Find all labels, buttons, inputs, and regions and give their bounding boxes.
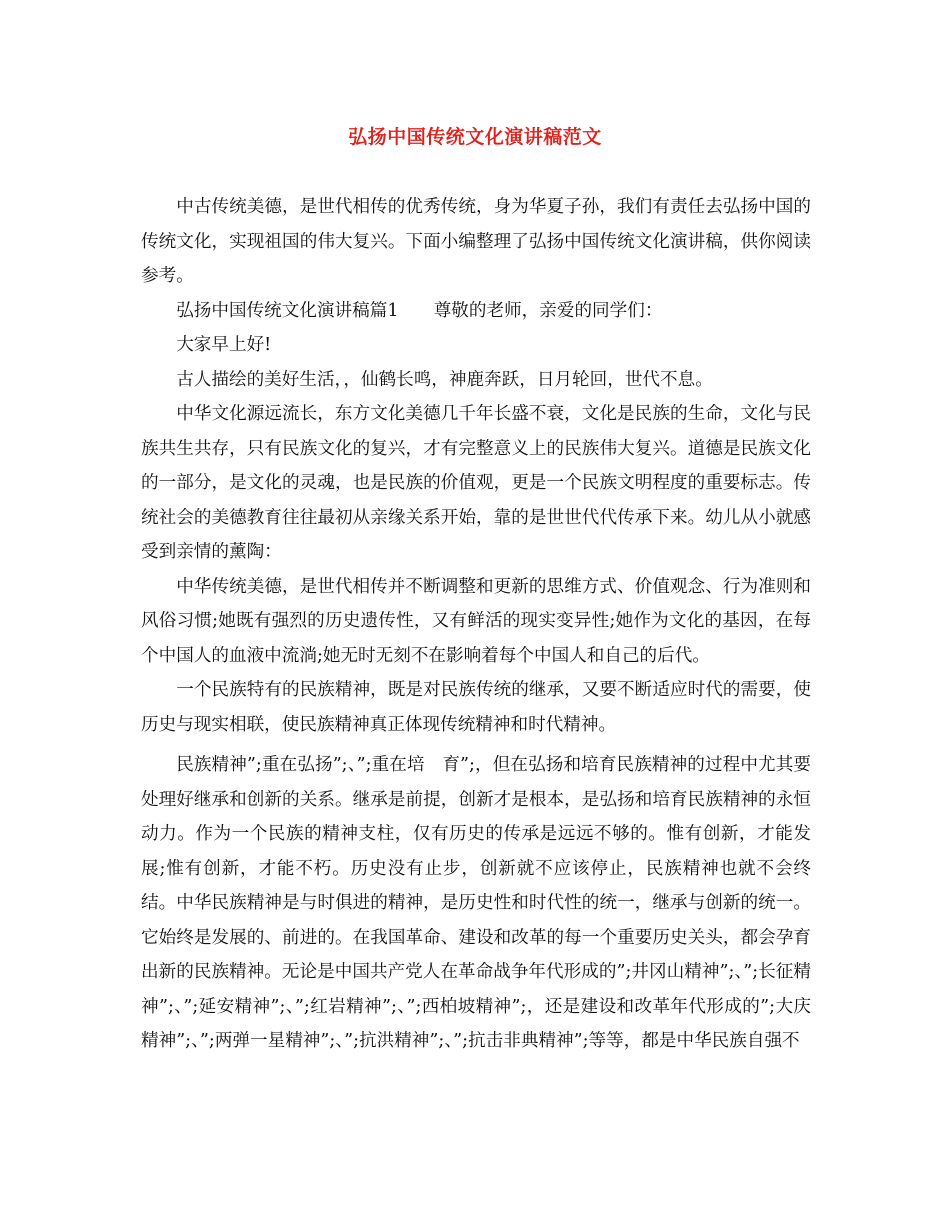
paragraph-ancient-life: 古人描绘的美好生活，，仙鹤长鸣，神鹿奔跃，日月轮回，世代不息。: [176, 369, 713, 390]
paragraph-greeting: 大家早上好!: [176, 335, 272, 355]
document-title: 弘扬中国传统文化演讲稿范文: [348, 126, 602, 148]
document-body: [141, 190, 811, 1059]
paragraph-intro: 中古传统美德，是世代相传的优秀传统，身为华夏子孙，我们有责任去弘扬中国的传统文化，实现祖国的伟大复兴。下面小编整理了弘扬中国传统文化演讲稿，供你阅读参考。: [141, 197, 811, 286]
paragraph-traditional-virtue: 中华传统美德，是世代相传并不断调整和更新的思维方式、价值观念、行为准则和风俗习惯;她既有强烈的历史遗传性，又有鲜活的现实变异性;她作为文化的基因，在每个中国人的血液中流淌;她无时无刻不在影响着每个中国人和自己的后代。: [141, 576, 811, 666]
paragraph-speech-heading: 弘扬中国传统文化演讲稿篇1 尊敬的老师，亲爱的同学们：: [176, 300, 663, 321]
paragraph-chinese-culture: 中华文化源远流长，东方文化美德几千年长盛不衰，文化是民族的生命，文化与民族共生共存，只有民族文化的复兴，才有完整意义上的民族伟大复兴。道德是民族文化的一部分，是文化的灵魂，也是民族的价值观，更是一个民族文明程度的重要标志。传统社会的美德教育往往最初从亲缘关系开始，靠的是世世代代传承下来。幼儿从小就感受到亲情的薰陶：: [141, 404, 811, 562]
paragraph-inherit-innovate: 民族精神”;重在弘扬”;、”;重在培 育”;，但在弘扬和培育民族精神的过程中尤其要处理好继承和创新的关系。继承是前提，创新才是根本，是弘扬和培育民族精神的永恒动力。作为一个民族的精神支柱，仅有历史的传承是远远不够的。惟有创新，才能发展;惟有创新，才能不朽。历史没有止步，创新就不应该停止，民族精神也就不会终结。中华民族精神是与时俱进的精神，是历史性和时代性的统一，继承与创新的统一。它始终是发展的、前进的。在我国革命、建设和改革的每一个重要历史关头，都会孕育出新的民族精神。无论是中国共产党人在革命战争年代形成的”;井冈山精神”;、”;长征精神”;、”;延安精神”;、”;红岩精神”;、”;西柏坡精神”;，还是建设和改革年代形成的”;大庆精神”;、”;两弹一星精神”;、”;抗洪精神”;、”;抗击非典精神”;等等，都是中华民族自强不: [141, 755, 811, 1051]
paragraph-national-spirit: 一个民族特有的民族精神，既是对民族传统的继承，又要不断适应时代的需要，使历史与现实相联，使民族精神真正体现传统精神和时代精神。: [141, 680, 811, 735]
